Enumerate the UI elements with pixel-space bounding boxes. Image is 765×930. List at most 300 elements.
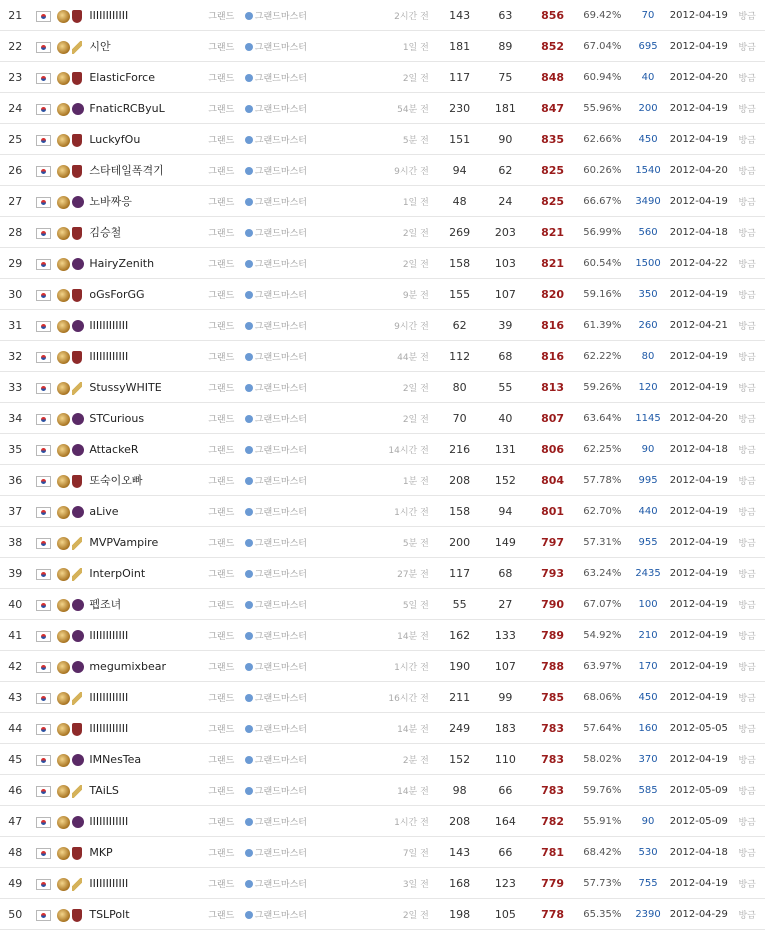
zerg-race-icon: [72, 196, 84, 208]
tier-icon: [245, 880, 253, 888]
wins-cell: 155: [437, 279, 483, 310]
tier-label: 그랜드마스터: [254, 383, 307, 394]
rank-cell: 35: [0, 434, 30, 465]
terran-race-icon: [72, 72, 82, 85]
korea-flag-icon: [36, 42, 51, 53]
winrate-cell: 58.02%: [577, 744, 628, 775]
tier-cell: [245, 279, 355, 310]
league-label: 그랜드: [208, 403, 245, 434]
updated-label: 방금: [729, 651, 765, 682]
rank-cell: 40: [0, 589, 30, 620]
tier-label: 그랜드마스터: [254, 321, 307, 332]
league-label: 그랜드: [208, 62, 245, 93]
protoss-race-icon: [72, 878, 82, 891]
icons-cell: [55, 806, 88, 837]
date-cell: 2012-04-19: [668, 496, 729, 527]
updated-label: 방금: [729, 434, 765, 465]
tier-icon: [245, 663, 253, 671]
grandmaster-league-icon: [57, 878, 70, 891]
points-cell: 835: [528, 124, 577, 155]
points-cell: 813: [528, 372, 577, 403]
tier-cell: [245, 124, 355, 155]
player-name-link[interactable]: 시안: [87, 31, 208, 62]
wins-cell: 198: [437, 899, 483, 930]
player-name-link[interactable]: IIIIIIIIIIII: [87, 310, 208, 341]
rank-cell: 29: [0, 248, 30, 279]
player-name-link[interactable]: 펩조녀: [87, 589, 208, 620]
player-name-link[interactable]: 김승철: [87, 217, 208, 248]
player-name-link[interactable]: LuckyfOu: [87, 124, 208, 155]
losses-cell: 68: [483, 341, 529, 372]
table-row: [0, 837, 765, 868]
bonus-pool-cell: 90: [628, 806, 669, 837]
player-name-link[interactable]: IIIIIIIIIIII: [87, 682, 208, 713]
updated-label: 방금: [729, 620, 765, 651]
protoss-race-icon: [72, 382, 82, 395]
tier-cell: [245, 620, 355, 651]
league-label: 그랜드: [208, 775, 245, 806]
losses-cell: 149: [483, 527, 529, 558]
player-name-link[interactable]: 또숙이오빠: [87, 465, 208, 496]
tier-label: 그랜드마스터: [254, 631, 307, 642]
grandmaster-league-icon: [57, 320, 70, 333]
winrate-cell: 67.07%: [577, 589, 628, 620]
bonus-pool-cell: 1540: [628, 155, 669, 186]
winrate-cell: 62.22%: [577, 341, 628, 372]
terran-race-icon: [72, 165, 82, 178]
player-name-link[interactable]: TSLPolt: [87, 899, 208, 930]
tier-icon: [245, 198, 253, 206]
tier-label: 그랜드마스터: [254, 662, 307, 673]
icons-cell: [55, 31, 88, 62]
icons-cell: [55, 651, 88, 682]
tier-label: 그랜드마스터: [254, 600, 307, 611]
wins-cell: 48: [437, 186, 483, 217]
grandmaster-league-icon: [57, 754, 70, 767]
flag-cell: [30, 868, 54, 899]
player-name-link[interactable]: megumixbear: [87, 651, 208, 682]
updated-label: 방금: [729, 775, 765, 806]
tier-cell: [245, 744, 355, 775]
league-label: 그랜드: [208, 620, 245, 651]
date-cell: 2012-05-09: [668, 775, 729, 806]
updated-label: 방금: [729, 744, 765, 775]
rank-cell: 27: [0, 186, 30, 217]
bonus-pool-cell: 120: [628, 372, 669, 403]
date-cell: 2012-04-29: [668, 899, 729, 930]
table-row: [0, 372, 765, 403]
wins-cell: 162: [437, 620, 483, 651]
tier-label: 그랜드마스터: [254, 73, 307, 84]
flag-cell: [30, 465, 54, 496]
points-cell: 783: [528, 713, 577, 744]
bonus-pool-cell: 2390: [628, 899, 669, 930]
zerg-race-icon: [72, 103, 84, 115]
tier-label: 그랜드마스터: [254, 166, 307, 177]
icons-cell: [55, 620, 88, 651]
player-name-link[interactable]: HairyZenith: [87, 248, 208, 279]
player-name-link[interactable]: MVPVampire: [87, 527, 208, 558]
tier-cell: [245, 558, 355, 589]
updated-label: 방금: [729, 496, 765, 527]
updated-label: 방금: [729, 899, 765, 930]
player-name-link[interactable]: FnaticRCByuL: [87, 93, 208, 124]
korea-flag-icon: [36, 848, 51, 859]
korea-flag-icon: [36, 166, 51, 177]
losses-cell: 183: [483, 713, 529, 744]
wins-cell: 55: [437, 589, 483, 620]
updated-label: 방금: [729, 682, 765, 713]
winrate-cell: 60.26%: [577, 155, 628, 186]
table-row: [0, 775, 765, 806]
date-cell: 2012-04-19: [668, 651, 729, 682]
league-label: 그랜드: [208, 527, 245, 558]
grandmaster-league-icon: [57, 10, 70, 23]
date-cell: 2012-05-09: [668, 806, 729, 837]
korea-flag-icon: [36, 259, 51, 270]
grandmaster-league-icon: [57, 444, 70, 457]
losses-cell: 133: [483, 620, 529, 651]
icons-cell: [55, 837, 88, 868]
tier-label: 그랜드마스터: [254, 507, 307, 518]
grandmaster-league-icon: [57, 196, 70, 209]
league-label: 그랜드: [208, 155, 245, 186]
player-name-link[interactable]: IIIIIIIIIIII: [87, 0, 208, 31]
table-row: [0, 899, 765, 930]
points-cell: 821: [528, 248, 577, 279]
grandmaster-league-icon: [57, 723, 70, 736]
player-name-link[interactable]: StussyWHITE: [87, 372, 208, 403]
tier-label: 그랜드마스터: [254, 817, 307, 828]
icons-cell: [55, 713, 88, 744]
wins-cell: 208: [437, 806, 483, 837]
icons-cell: [55, 341, 88, 372]
flag-cell: [30, 372, 54, 403]
losses-cell: 107: [483, 651, 529, 682]
tier-label: 그랜드마스터: [254, 42, 307, 53]
tier-label: 그랜드마스터: [254, 693, 307, 704]
last-played-cell: 1시간 전: [355, 651, 437, 682]
updated-label: 방금: [729, 186, 765, 217]
winrate-cell: 63.24%: [577, 558, 628, 589]
player-name-link[interactable]: STCurious: [87, 403, 208, 434]
flag-cell: [30, 713, 54, 744]
grandmaster-league-icon: [57, 692, 70, 705]
losses-cell: 24: [483, 186, 529, 217]
points-cell: 781: [528, 837, 577, 868]
last-played-cell: 14분 전: [355, 620, 437, 651]
league-label: 그랜드: [208, 868, 245, 899]
last-played-cell: 44분 전: [355, 341, 437, 372]
league-label: 그랜드: [208, 651, 245, 682]
winrate-cell: 57.73%: [577, 868, 628, 899]
icons-cell: [55, 248, 88, 279]
tier-icon: [245, 508, 253, 516]
points-cell: 806: [528, 434, 577, 465]
bonus-pool-cell: 695: [628, 31, 669, 62]
winrate-cell: 60.94%: [577, 62, 628, 93]
winrate-cell: 62.25%: [577, 434, 628, 465]
updated-label: 방금: [729, 341, 765, 372]
table-row: [0, 558, 765, 589]
flag-cell: [30, 0, 54, 31]
player-name-link[interactable]: IIIIIIIIIIII: [87, 341, 208, 372]
grandmaster-league-icon: [57, 785, 70, 798]
losses-cell: 99: [483, 682, 529, 713]
points-cell: 816: [528, 310, 577, 341]
icons-cell: [55, 0, 88, 31]
grandmaster-league-icon: [57, 847, 70, 860]
rank-cell: 33: [0, 372, 30, 403]
points-cell: 825: [528, 155, 577, 186]
league-label: 그랜드: [208, 248, 245, 279]
player-name-link[interactable]: IIIIIIIIIIII: [87, 713, 208, 744]
tier-label: 그랜드마스터: [254, 11, 307, 22]
points-cell: 782: [528, 806, 577, 837]
tier-label: 그랜드마스터: [254, 569, 307, 580]
bonus-pool-cell: 40: [628, 62, 669, 93]
points-cell: 788: [528, 651, 577, 682]
tier-cell: [245, 62, 355, 93]
date-cell: 2012-04-19: [668, 558, 729, 589]
updated-label: 방금: [729, 155, 765, 186]
tier-icon: [245, 260, 253, 268]
korea-flag-icon: [36, 414, 51, 425]
flag-cell: [30, 93, 54, 124]
zerg-race-icon: [72, 413, 84, 425]
korea-flag-icon: [36, 476, 51, 487]
grandmaster-league-icon: [57, 103, 70, 116]
league-label: 그랜드: [208, 899, 245, 930]
league-label: 그랜드: [208, 217, 245, 248]
date-cell: 2012-04-19: [668, 527, 729, 558]
player-name-link[interactable]: MKP: [87, 837, 208, 868]
korea-flag-icon: [36, 631, 51, 642]
points-cell: 821: [528, 217, 577, 248]
korea-flag-icon: [36, 507, 51, 518]
last-played-cell: 1시간 전: [355, 806, 437, 837]
updated-label: 방금: [729, 403, 765, 434]
protoss-race-icon: [72, 692, 82, 705]
losses-cell: 164: [483, 806, 529, 837]
league-label: 그랜드: [208, 310, 245, 341]
wins-cell: 151: [437, 124, 483, 155]
korea-flag-icon: [36, 755, 51, 766]
player-name-link[interactable]: ElasticForce: [87, 62, 208, 93]
player-name-link[interactable]: InterpOint: [87, 558, 208, 589]
protoss-race-icon: [72, 568, 82, 581]
losses-cell: 27: [483, 589, 529, 620]
tier-icon: [245, 911, 253, 919]
points-cell: 783: [528, 775, 577, 806]
player-name-link[interactable]: IIIIIIIIIIII: [87, 806, 208, 837]
rank-cell: 49: [0, 868, 30, 899]
flag-cell: [30, 620, 54, 651]
grandmaster-league-icon: [57, 41, 70, 54]
points-cell: 825: [528, 186, 577, 217]
table-row: [0, 868, 765, 899]
tier-cell: [245, 31, 355, 62]
rank-cell: 25: [0, 124, 30, 155]
losses-cell: 90: [483, 124, 529, 155]
tier-icon: [245, 787, 253, 795]
last-played-cell: 2일 전: [355, 372, 437, 403]
korea-flag-icon: [36, 104, 51, 115]
icons-cell: [55, 527, 88, 558]
losses-cell: 103: [483, 248, 529, 279]
bonus-pool-cell: 995: [628, 465, 669, 496]
league-label: 그랜드: [208, 496, 245, 527]
icons-cell: [55, 868, 88, 899]
korea-flag-icon: [36, 662, 51, 673]
bonus-pool-cell: 450: [628, 682, 669, 713]
table-row: [0, 341, 765, 372]
player-name-link[interactable]: TAiLS: [87, 775, 208, 806]
tier-label: 그랜드마스터: [254, 476, 307, 487]
player-name-link[interactable]: aLive: [87, 496, 208, 527]
wins-cell: 112: [437, 341, 483, 372]
points-cell: 789: [528, 620, 577, 651]
wins-cell: 80: [437, 372, 483, 403]
bonus-pool-cell: 1500: [628, 248, 669, 279]
rank-cell: 48: [0, 837, 30, 868]
bonus-pool-cell: 100: [628, 589, 669, 620]
player-name-link[interactable]: 스타테일폭격기: [87, 155, 208, 186]
date-cell: 2012-04-19: [668, 682, 729, 713]
icons-cell: [55, 465, 88, 496]
korea-flag-icon: [36, 786, 51, 797]
last-played-cell: 16시간 전: [355, 682, 437, 713]
player-name-link[interactable]: IIIIIIIIIIII: [87, 620, 208, 651]
zerg-race-icon: [72, 444, 84, 456]
tier-icon: [245, 105, 253, 113]
tier-label: 그랜드마스터: [254, 879, 307, 890]
grandmaster-league-icon: [57, 413, 70, 426]
bonus-pool-cell: 450: [628, 124, 669, 155]
date-cell: 2012-04-20: [668, 155, 729, 186]
korea-flag-icon: [36, 228, 51, 239]
points-cell: 804: [528, 465, 577, 496]
protoss-race-icon: [72, 537, 82, 550]
rank-cell: 30: [0, 279, 30, 310]
updated-label: 방금: [729, 527, 765, 558]
winrate-cell: 59.76%: [577, 775, 628, 806]
grandmaster-league-icon: [57, 599, 70, 612]
tier-cell: [245, 0, 355, 31]
league-label: 그랜드: [208, 434, 245, 465]
player-name-link[interactable]: AttackeR: [87, 434, 208, 465]
points-cell: 856: [528, 0, 577, 31]
table-row: [0, 651, 765, 682]
bonus-pool-cell: 70: [628, 0, 669, 31]
table-row: [0, 496, 765, 527]
rank-cell: 26: [0, 155, 30, 186]
tier-icon: [245, 570, 253, 578]
flag-cell: [30, 744, 54, 775]
tier-cell: [245, 310, 355, 341]
bonus-pool-cell: 200: [628, 93, 669, 124]
date-cell: 2012-04-19: [668, 93, 729, 124]
rank-cell: 47: [0, 806, 30, 837]
icons-cell: [55, 899, 88, 930]
terran-race-icon: [72, 909, 82, 922]
league-label: 그랜드: [208, 713, 245, 744]
date-cell: 2012-04-21: [668, 310, 729, 341]
losses-cell: 105: [483, 899, 529, 930]
grandmaster-league-icon: [57, 816, 70, 829]
bonus-pool-cell: 530: [628, 837, 669, 868]
grandmaster-league-icon: [57, 909, 70, 922]
flag-cell: [30, 124, 54, 155]
losses-cell: 131: [483, 434, 529, 465]
terran-race-icon: [72, 10, 82, 23]
table-row: [0, 279, 765, 310]
grandmaster-league-icon: [57, 72, 70, 85]
points-cell: 807: [528, 403, 577, 434]
losses-cell: 181: [483, 93, 529, 124]
tier-icon: [245, 322, 253, 330]
league-label: 그랜드: [208, 279, 245, 310]
league-label: 그랜드: [208, 682, 245, 713]
tier-cell: [245, 527, 355, 558]
tier-icon: [245, 136, 253, 144]
wins-cell: 211: [437, 682, 483, 713]
bonus-pool-cell: 370: [628, 744, 669, 775]
table-row: [0, 403, 765, 434]
date-cell: 2012-04-19: [668, 279, 729, 310]
last-played-cell: 5분 전: [355, 527, 437, 558]
protoss-race-icon: [72, 785, 82, 798]
player-name-link[interactable]: IIIIIIIIIIII: [87, 868, 208, 899]
player-name-link[interactable]: IMNesTea: [87, 744, 208, 775]
terran-race-icon: [72, 475, 82, 488]
tier-cell: [245, 186, 355, 217]
winrate-cell: 67.04%: [577, 31, 628, 62]
updated-label: 방금: [729, 837, 765, 868]
player-name-link[interactable]: 노바짜응: [87, 186, 208, 217]
table-row: [0, 186, 765, 217]
bonus-pool-cell: 170: [628, 651, 669, 682]
zerg-race-icon: [72, 599, 84, 611]
date-cell: 2012-04-19: [668, 372, 729, 403]
tier-icon: [245, 43, 253, 51]
points-cell: 820: [528, 279, 577, 310]
korea-flag-icon: [36, 817, 51, 828]
player-name-link[interactable]: oGsForGG: [87, 279, 208, 310]
tier-label: 그랜드마스터: [254, 228, 307, 239]
icons-cell: [55, 775, 88, 806]
korea-flag-icon: [36, 352, 51, 363]
wins-cell: 168: [437, 868, 483, 899]
wins-cell: 117: [437, 62, 483, 93]
zerg-race-icon: [72, 320, 84, 332]
tier-icon: [245, 353, 253, 361]
table-row: [0, 217, 765, 248]
bonus-pool-cell: 350: [628, 279, 669, 310]
wins-cell: 143: [437, 837, 483, 868]
flag-cell: [30, 403, 54, 434]
tier-label: 그랜드마스터: [254, 414, 307, 425]
winrate-cell: 56.99%: [577, 217, 628, 248]
league-label: 그랜드: [208, 806, 245, 837]
date-cell: 2012-04-19: [668, 341, 729, 372]
terran-race-icon: [72, 847, 82, 860]
table-row: [0, 744, 765, 775]
last-played-cell: 27분 전: [355, 558, 437, 589]
korea-flag-icon: [36, 321, 51, 332]
last-played-cell: 5분 전: [355, 124, 437, 155]
last-played-cell: 2일 전: [355, 403, 437, 434]
